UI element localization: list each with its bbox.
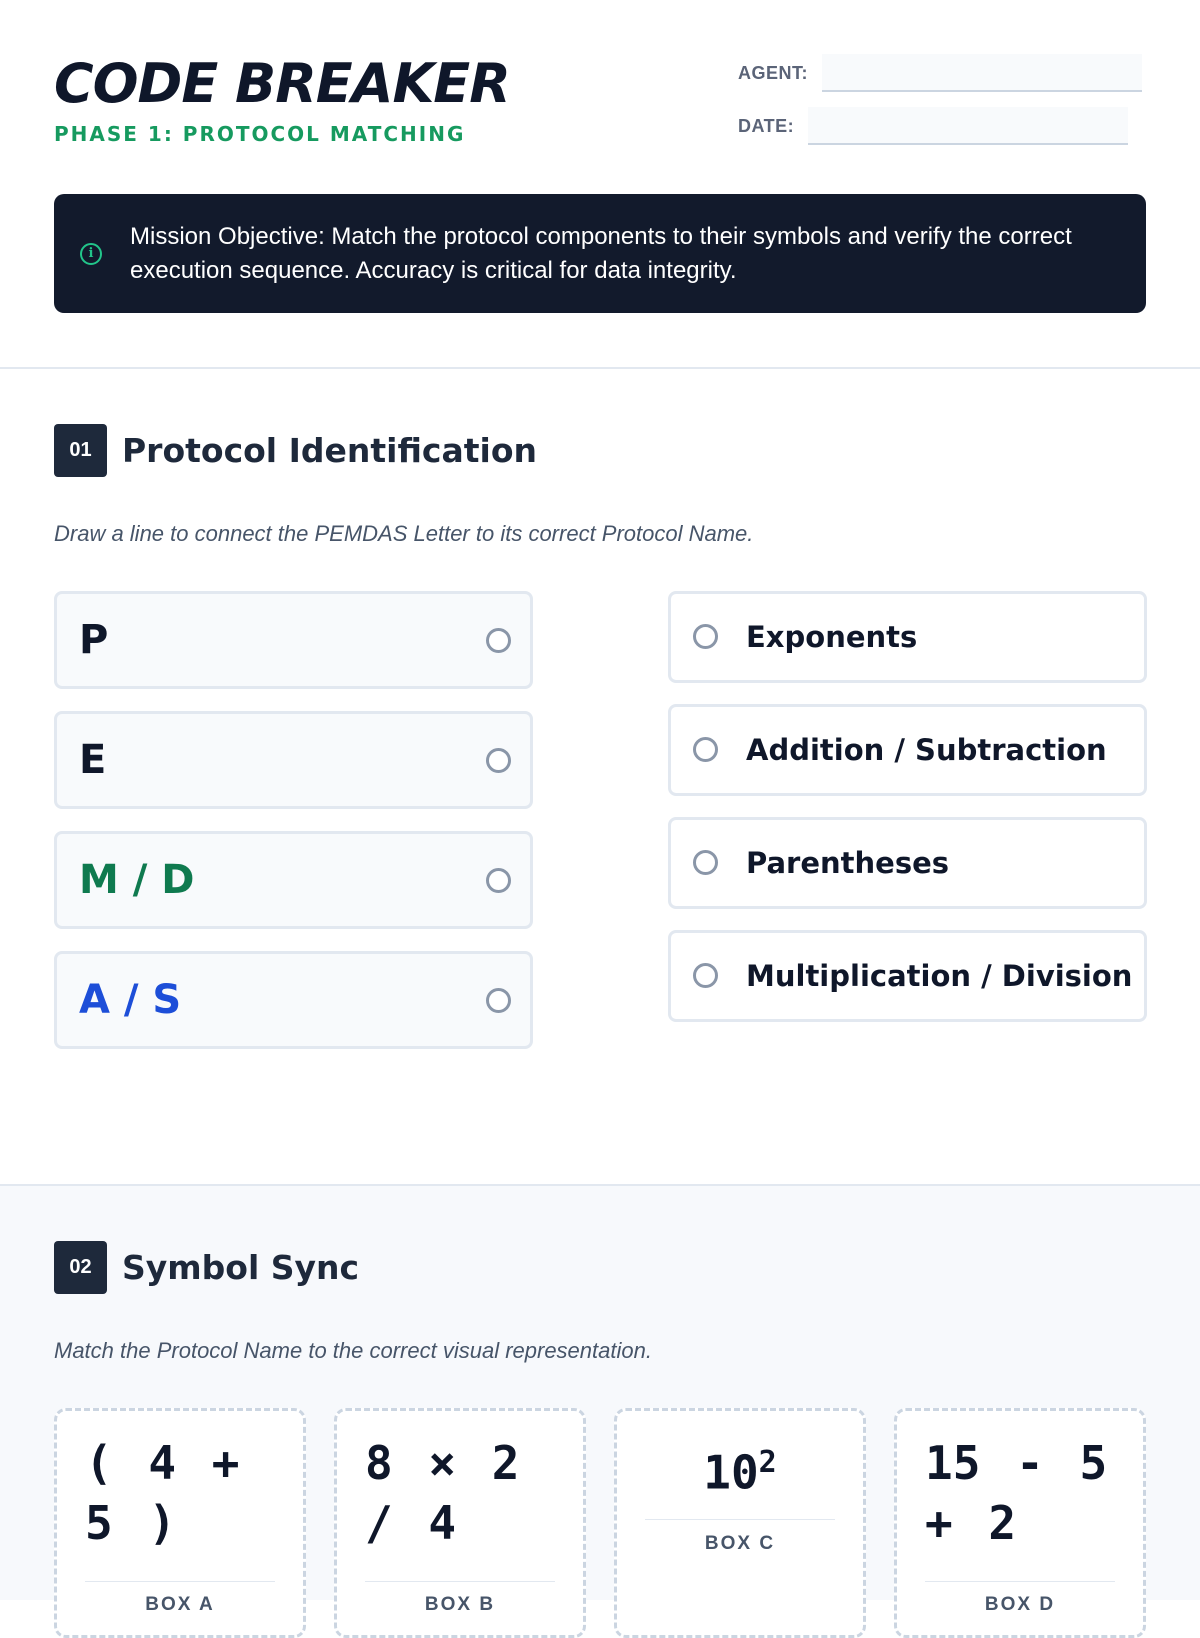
date-label: DATE: <box>738 116 795 136</box>
box-divider <box>925 1581 1115 1582</box>
box-divider <box>85 1581 275 1582</box>
symbol-box-c[interactable] <box>614 1408 866 1638</box>
letter-card-as[interactable] <box>54 951 533 1049</box>
connector-dot-icon[interactable] <box>693 963 718 988</box>
agent-label: AGENT: <box>738 63 808 83</box>
section-divider <box>0 1184 1200 1186</box>
protocol-card-parentheses[interactable] <box>668 817 1147 909</box>
symbol-box-d[interactable] <box>894 1408 1146 1638</box>
symbol-expression: 8 × 2 / 4 <box>365 1436 520 1550</box>
agent-row <box>738 54 1142 92</box>
protocol-card-addition-subtraction[interactable] <box>668 704 1147 796</box>
box-label: BOX D <box>984 1594 1056 1615</box>
protocol-name: Parentheses <box>746 846 950 880</box>
symbol-expression: 15 - 5 + 2 <box>925 1436 1108 1550</box>
worksheet-header <box>54 52 1146 162</box>
box-divider <box>365 1581 555 1582</box>
section-2-number: 02 <box>54 1241 107 1294</box>
letter-e: E <box>79 737 107 783</box>
exponent-power: 2 <box>758 1445 777 1480</box>
agent-field[interactable] <box>822 54 1142 92</box>
symbol-box-a[interactable] <box>54 1408 306 1638</box>
exponent-base: 10 <box>703 1445 759 1500</box>
symbol-expression <box>617 1433 863 1502</box>
section-divider <box>0 367 1200 369</box>
letter-card-md[interactable] <box>54 831 533 929</box>
section-1-title: Protocol Identification <box>122 431 538 470</box>
letter-p: P <box>79 617 109 663</box>
mission-objective-banner <box>54 194 1146 313</box>
protocol-name: Multiplication / Division <box>746 959 1133 993</box>
protocol-card-multiplication-division[interactable] <box>668 930 1147 1022</box>
box-label: BOX A <box>145 1594 215 1615</box>
connector-dot-icon[interactable] <box>486 868 511 893</box>
section-2-title: Symbol Sync <box>122 1248 360 1287</box>
box-label: BOX C <box>704 1533 776 1554</box>
page-title: CODE BREAKER <box>54 52 510 115</box>
box-label: BOX B <box>424 1594 496 1615</box>
mission-objective-text: Mission Objective: Match the protocol components to their symbols and verify the correct execution sequence. Accuracy is critical for data integrity. <box>130 222 1072 284</box>
letter-card-e[interactable] <box>54 711 533 809</box>
letter-as: A / S <box>79 977 182 1023</box>
section-2-instruction: Match the Protocol Name to the correct visual representation. <box>54 1338 652 1363</box>
box-divider <box>645 1519 835 1520</box>
connector-dot-icon[interactable] <box>693 624 718 649</box>
connector-dot-icon[interactable] <box>693 737 718 762</box>
letter-card-p[interactable] <box>54 591 533 689</box>
letter-md: M / D <box>79 857 195 903</box>
connector-dot-icon[interactable] <box>486 628 511 653</box>
date-field[interactable] <box>808 107 1128 145</box>
date-row <box>738 107 1128 145</box>
section-2-header <box>54 1241 359 1294</box>
symbol-expression: ( 4 + 5 ) <box>85 1436 240 1550</box>
page-subtitle: PHASE 1: PROTOCOL MATCHING <box>54 122 466 146</box>
section-1-instruction: Draw a line to connect the PEMDAS Letter to its correct Protocol Name. <box>54 521 754 546</box>
connector-dot-icon[interactable] <box>486 748 511 773</box>
protocol-card-exponents[interactable] <box>668 591 1147 683</box>
protocol-name: Addition / Subtraction <box>746 733 1107 767</box>
info-icon: i <box>80 243 102 265</box>
connector-dot-icon[interactable] <box>693 850 718 875</box>
connector-dot-icon[interactable] <box>486 988 511 1013</box>
symbol-box-b[interactable] <box>334 1408 586 1638</box>
protocol-name: Exponents <box>746 620 918 654</box>
section-1-header <box>54 424 537 477</box>
section-1-number: 01 <box>54 424 107 477</box>
